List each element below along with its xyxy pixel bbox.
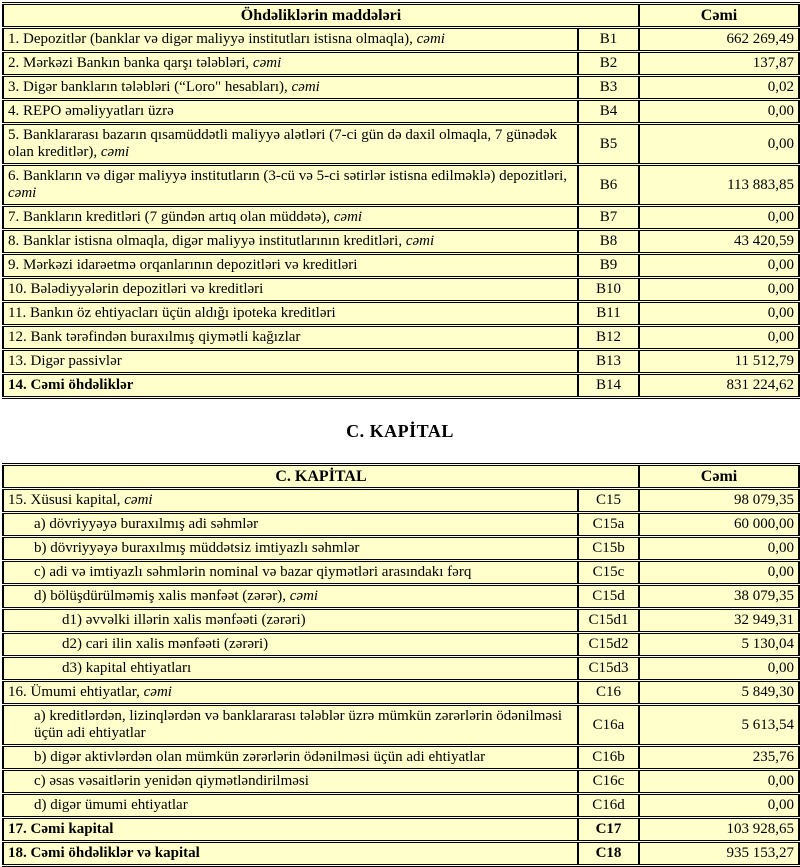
row-value: 137,87: [639, 52, 799, 76]
row-value: 0,00: [639, 794, 799, 818]
row-label-italic-suffix: cəmi: [291, 79, 320, 95]
row-value: 5 130,04: [639, 633, 799, 657]
row-label: 13. Digər passivlər: [3, 350, 578, 374]
row-value: 0,00: [639, 657, 799, 681]
row-code: B2: [578, 52, 639, 76]
row-label-italic-suffix: cəmi: [8, 185, 37, 201]
row-label-italic-suffix: cəmi: [416, 31, 445, 47]
capital-amount-header: Cəmi: [639, 465, 799, 489]
row-label: d3) kapital ehtiyatları: [3, 657, 578, 681]
table-row: [3, 100, 799, 124]
row-code: C16c: [578, 770, 639, 794]
table-row: [3, 842, 799, 866]
row-code: C15a: [578, 513, 639, 537]
row-label: d) bölüşdürülməmiş xalis mənfəət (zərər), cəmi: [3, 585, 578, 609]
row-label: d1) əvvəlki illərin xalis mənfəəti (zərəri): [3, 609, 578, 633]
row-label: d) digər ümumi ehtiyatlar: [3, 794, 578, 818]
table-row: [3, 254, 799, 278]
table-row: [3, 818, 799, 842]
row-label: 7. Bankların kreditləri (7 gündən artıq olan müddətə), cəmi: [3, 206, 578, 230]
table-row: [3, 770, 799, 794]
section-heading-capital: C. KAPİTAL: [346, 421, 454, 441]
row-code: B4: [578, 100, 639, 124]
liabilities-header-row: [3, 4, 799, 28]
row-value: 43 420,59: [639, 230, 799, 254]
row-value: 0,00: [639, 537, 799, 561]
row-code: B10: [578, 278, 639, 302]
table-row: [3, 28, 799, 52]
row-label-italic-suffix: cəmi: [405, 233, 435, 249]
row-value: 235,76: [639, 746, 799, 770]
row-code: B14: [578, 374, 639, 398]
row-value: 0,00: [639, 206, 799, 230]
row-code: B7: [578, 206, 639, 230]
row-label: 16. Ümumi ehtiyatlar, cəmi: [3, 681, 578, 705]
liabilities-table: [2, 2, 800, 399]
capital-header-row: [3, 465, 799, 489]
row-value: 113 883,85: [639, 165, 799, 206]
table-row: [3, 489, 799, 513]
row-code: C16a: [578, 705, 639, 746]
table-row: [3, 537, 799, 561]
table-row: [3, 278, 799, 302]
row-code: C16b: [578, 746, 639, 770]
table-row: [3, 52, 799, 76]
table-row: [3, 76, 799, 100]
row-code: B13: [578, 350, 639, 374]
row-label: 18. Cəmi öhdəliklər və kapital: [3, 842, 578, 866]
row-value: 935 153,27: [639, 842, 799, 866]
row-code: C15: [578, 489, 639, 513]
table-row: [3, 326, 799, 350]
row-label-italic-suffix: cəmi: [289, 588, 319, 604]
row-value: 5 849,30: [639, 681, 799, 705]
row-code: B5: [578, 124, 639, 165]
table-row: [3, 374, 799, 398]
row-label: 11. Bankın öz ehtiyacları üçün aldığı ipoteka kreditləri: [3, 302, 578, 326]
row-value: 60 000,00: [639, 513, 799, 537]
row-code: B3: [578, 76, 639, 100]
row-value: 0,00: [639, 278, 799, 302]
row-label: b) dövriyyəyə buraxılmış müddətsiz imtiyazlı səhmlər: [3, 537, 578, 561]
table-row: [3, 746, 799, 770]
row-code: C15b: [578, 537, 639, 561]
row-label: c) əsas vəsaitlərin yenidən qiymətləndirilməsi: [3, 770, 578, 794]
row-value: 5 613,54: [639, 705, 799, 746]
row-label: 1. Depozitlər (banklar və digər maliyyə institutları istisna olmaqla), cəmi: [3, 28, 578, 52]
row-label: 6. Bankların və digər maliyyə institutların (3-cü və 5-ci sətirlər istisna edilməklə) depozitləri, cəmi: [3, 165, 578, 206]
row-value: 0,02: [639, 76, 799, 100]
row-code: B11: [578, 302, 639, 326]
row-value: 11 512,79: [639, 350, 799, 374]
row-label: 8. Banklar istisna olmaqla, digər maliyyə institutlarının kreditləri, cəmi: [3, 230, 578, 254]
row-label: 4. REPO əməliyyatları üzrə: [3, 100, 578, 124]
row-label-italic-suffix: cəmi: [333, 209, 363, 225]
row-label-italic-suffix: cəmi: [124, 492, 153, 508]
row-label: 10. Bələdiyyələrin depozitləri və kreditləri: [3, 278, 578, 302]
row-label: 5. Banklararası bazarın qısamüddətli maliyyə alətləri (7-ci gün də daxil olmaqla, 7 günədək olan kreditlər), cəmi: [3, 124, 578, 165]
row-code: C15c: [578, 561, 639, 585]
table-row: [3, 165, 799, 206]
row-value: 103 928,65: [639, 818, 799, 842]
row-code: C18: [578, 842, 639, 866]
table-row: [3, 585, 799, 609]
row-value: 0,00: [639, 100, 799, 124]
table-row: [3, 609, 799, 633]
row-code: B9: [578, 254, 639, 278]
row-label: 15. Xüsusi kapital, cəmi: [3, 489, 578, 513]
table-row: [3, 513, 799, 537]
row-code: B6: [578, 165, 639, 206]
row-value: 38 079,35: [639, 585, 799, 609]
table-row: [3, 633, 799, 657]
row-value: 0,00: [639, 302, 799, 326]
row-label: d2) cari ilin xalis mənfəəti (zərəri): [3, 633, 578, 657]
row-value: 0,00: [639, 561, 799, 585]
table-row: [3, 206, 799, 230]
row-label: 12. Bank tərəfindən buraxılmış qiymətli kağızlar: [3, 326, 578, 350]
row-code: B8: [578, 230, 639, 254]
row-value: 0,00: [639, 124, 799, 165]
row-label-italic-suffix: cəmi: [252, 55, 282, 71]
table-row: [3, 657, 799, 681]
row-label: 9. Mərkəzi idarəetmə orqanlarının depozitləri və kreditləri: [3, 254, 578, 278]
row-label: 14. Cəmi öhdəliklər: [3, 374, 578, 398]
row-code: B1: [578, 28, 639, 52]
row-value: 662 269,49: [639, 28, 799, 52]
row-code: C16d: [578, 794, 639, 818]
table-row: [3, 302, 799, 326]
row-code: C16: [578, 681, 639, 705]
row-code: C15d3: [578, 657, 639, 681]
row-label-italic-suffix: cəmi: [100, 144, 130, 160]
row-value: 0,00: [639, 326, 799, 350]
row-label: a) kreditlərdən, lizinqlərdən və banklararası tələblər üzrə mümkün zərərlərin ödənilməsi üçün adi ehtiyatlar: [3, 705, 578, 746]
capital-table: [2, 463, 800, 867]
liabilities-table-title: Öhdəliklərin maddələri: [3, 4, 639, 28]
row-label: c) adi və imtiyazlı səhmlərin nominal və bazar qiymətləri arasındakı fərq: [3, 561, 578, 585]
row-label: 17. Cəmi kapital: [3, 818, 578, 842]
table-row: [3, 230, 799, 254]
table-row: [3, 794, 799, 818]
table-row: [3, 124, 799, 165]
row-value: 0,00: [639, 770, 799, 794]
table-row: [3, 681, 799, 705]
table-row: [3, 350, 799, 374]
row-code: C15d: [578, 585, 639, 609]
row-value: 0,00: [639, 254, 799, 278]
liabilities-amount-header: Cəmi: [639, 4, 799, 28]
table-row: [3, 705, 799, 746]
row-value: 32 949,31: [639, 609, 799, 633]
row-code: C15d2: [578, 633, 639, 657]
row-code: C17: [578, 818, 639, 842]
row-label: a) dövriyyəyə buraxılmış adi səhmlər: [3, 513, 578, 537]
row-code: C15d1: [578, 609, 639, 633]
row-label: 2. Mərkəzi Bankın banka qarşı tələbləri, cəmi: [3, 52, 578, 76]
row-code: B12: [578, 326, 639, 350]
row-value: 831 224,62: [639, 374, 799, 398]
row-value: 98 079,35: [639, 489, 799, 513]
row-label: b) digər aktivlərdən olan mümkün zərərlərin ödənilməsi üçün adi ehtiyatlar: [3, 746, 578, 770]
capital-table-title: C. KAPİTAL: [3, 465, 639, 489]
row-label: 3. Digər bankların tələbləri (“Loro" hesabları), cəmi: [3, 76, 578, 100]
row-label-italic-suffix: cəmi: [143, 684, 172, 700]
table-row: [3, 561, 799, 585]
